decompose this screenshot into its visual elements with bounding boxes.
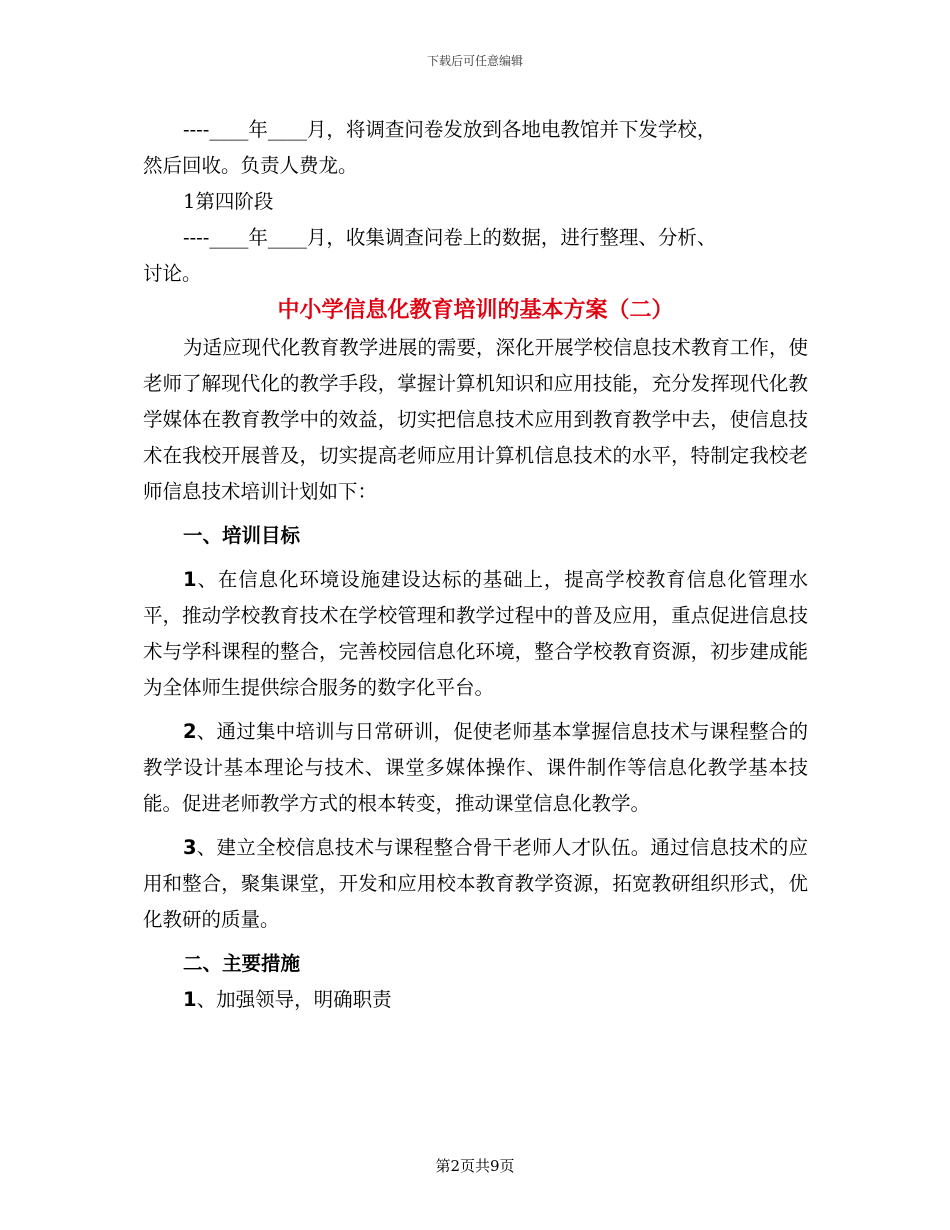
section1-heading: 一、培训目标 [183, 524, 301, 547]
section1-item-1 [143, 562, 808, 706]
stage3-line1: ----____年____月，将调查问卷发放到各地电教馆并下发学校， [183, 118, 717, 141]
item-text: 、加强领导，明确职责 [196, 988, 392, 1011]
item-number: 1 [183, 568, 197, 591]
item-text: 、在信息化环境设施建设达标的基础上，提高学校教育信息化管理水平，推动学校教育技术在学校管理和教学过程中的普及应用，重点促进信息技术与学科课程的整合，完善校园信息化环境，整合学校教育资源，初步建成能为全体师生提供综合服务的数字化平台。 [143, 568, 808, 699]
section1-item-2 [143, 714, 808, 822]
item-number: 2 [183, 720, 197, 743]
item-text: 、通过集中培训与日常研训，促使老师基本掌握信息技术与课程整合的教学设计基本理论与技术、课堂多媒体操作、课件制作等信息化教学基本技能。促进老师教学方式的根本转变，推动课堂信息化教学。 [143, 720, 808, 815]
item-text: 、建立全校信息技术与课程整合骨干老师人才队伍。通过信息技术的应用和整合，聚集课堂，开发和应用校本教育教学资源，拓宽教研组织形式，优化教研的质量。 [143, 836, 808, 931]
stage4-line2: 讨论。 [143, 262, 202, 285]
stage4-label: 1第四阶段 [183, 190, 274, 213]
page-footer-number: 第2页共9页 [435, 1157, 515, 1175]
intro-paragraph: 为适应现代化教育教学进展的需要，深化开展学校信息技术教育工作，使老师了解现代化的教学手段，掌握计算机知识和应用技能，充分发挥现代化教学媒体在教育教学中的效益，切实把信息技术应用到教育教学中去，使信息技术在我校开展普及，切实提高老师应用计算机信息技术的水平，特制定我校老师信息技术培训计划如下： [143, 336, 808, 503]
section2-heading: 二、主要措施 [183, 952, 301, 975]
document-title: 中小学信息化教育培训的基本方案（二） [277, 298, 674, 323]
document-body [143, 112, 808, 1018]
stage3-line2: 然后回收。负责人费龙。 [143, 154, 358, 177]
item-number: 1 [183, 988, 197, 1011]
section1-item-3 [143, 830, 808, 938]
stage4-line1: ----____年____月，收集调查问卷上的数据，进行整理、分析、 [183, 226, 717, 249]
item-number: 3 [183, 836, 197, 859]
section2-item-1 [143, 982, 808, 1018]
page-header-note: 下载后可任意编辑 [426, 54, 523, 68]
